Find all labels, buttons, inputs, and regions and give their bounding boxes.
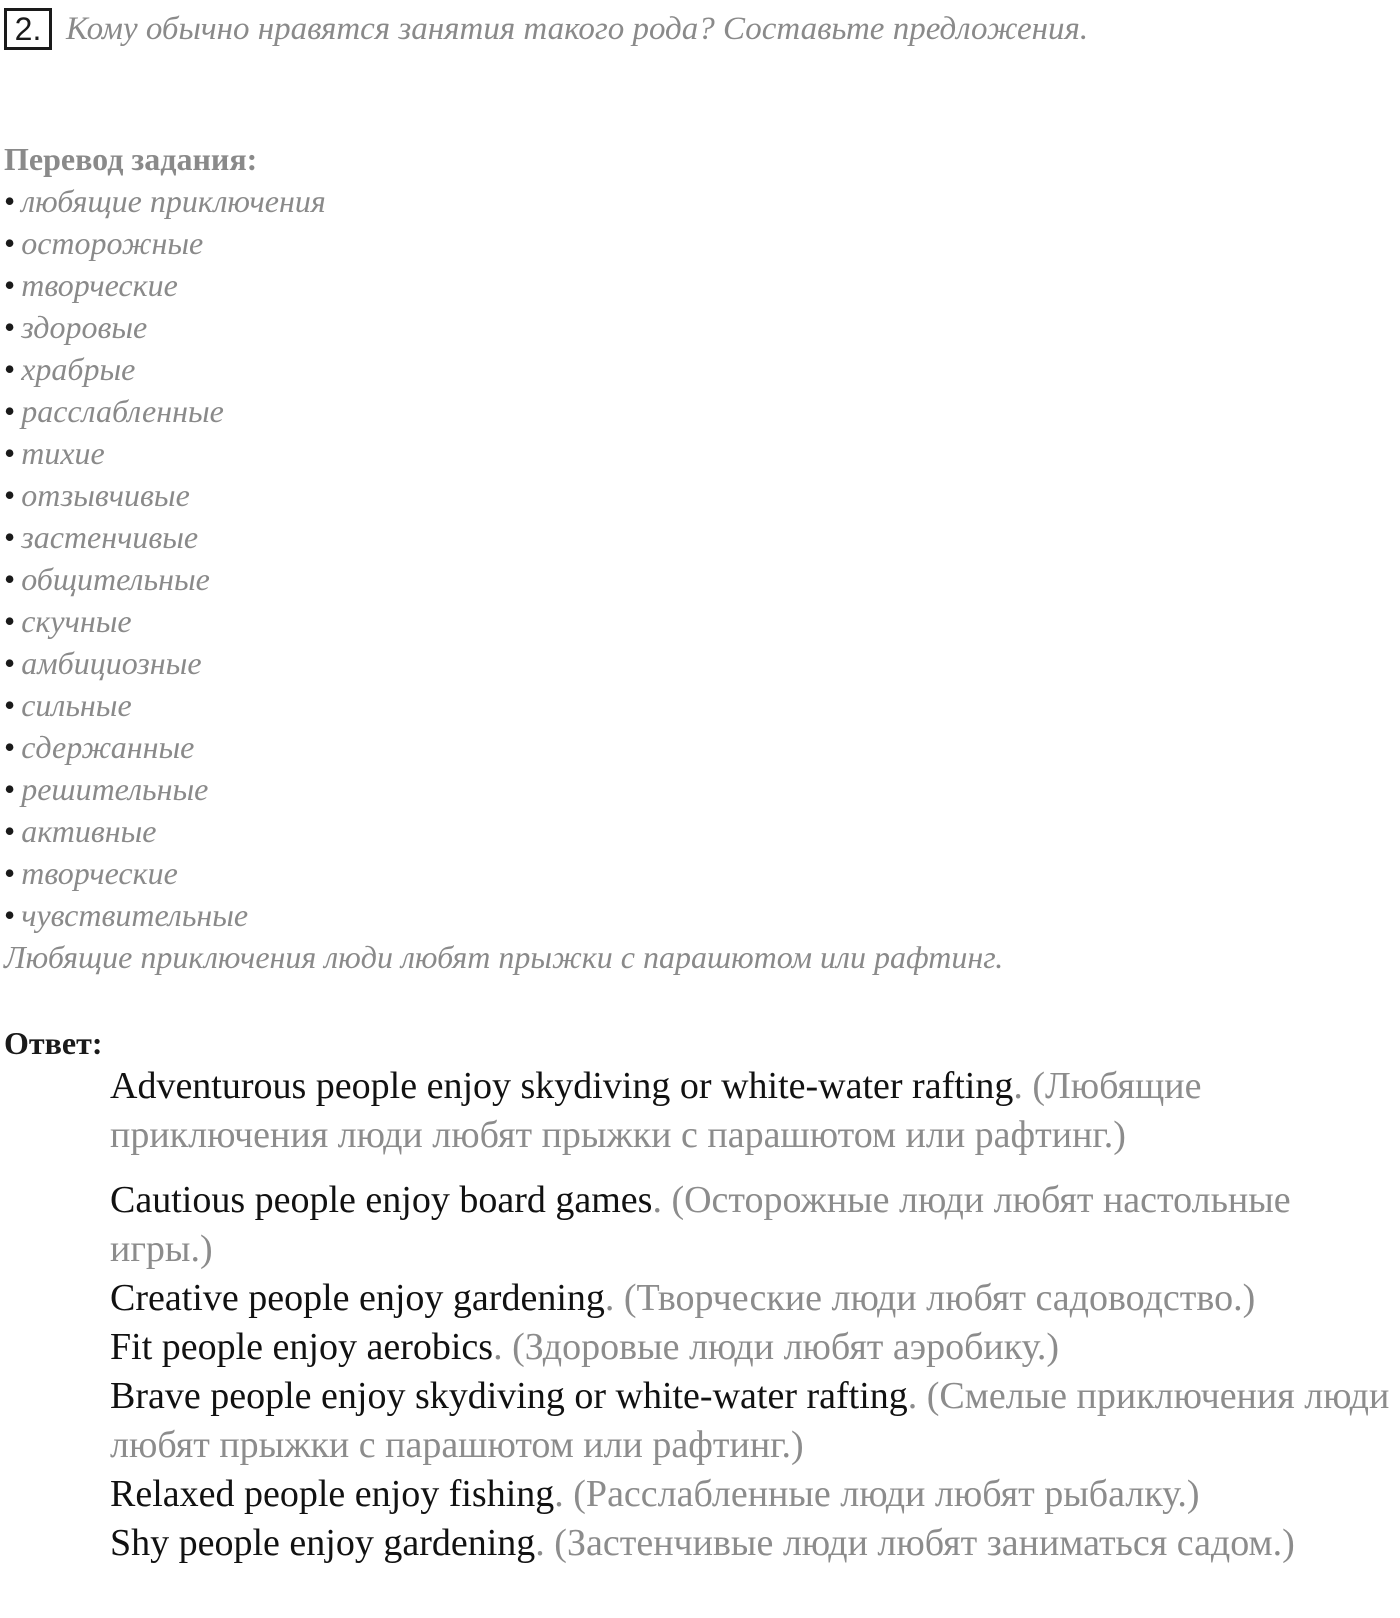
- list-item: • здоровые: [4, 309, 148, 345]
- bullet-icon: •: [4, 771, 16, 807]
- list-item: • сдержанные: [4, 729, 195, 765]
- answer-english: Creative people enjoy gardening: [110, 1277, 605, 1319]
- answer-english: Brave people enjoy skydiving or white-water rafting: [110, 1375, 908, 1417]
- list-item: • творческие: [4, 855, 178, 891]
- task-header: [4, 8, 1088, 50]
- bullet-icon: •: [4, 855, 16, 891]
- answer-english: Shy people enjoy gardening: [110, 1522, 536, 1564]
- list-item: • осторожные: [4, 225, 204, 261]
- bullet-icon: •: [4, 897, 16, 933]
- answer-russian: . (Любящие приключения люди любят прыжки с парашютом или рафтинг.): [110, 1065, 1202, 1156]
- list-item: • отзывчивые: [4, 477, 190, 513]
- answer-russian: . (Осторожные люди любят настольные игры.): [110, 1179, 1291, 1270]
- list-item: • расслабленные: [4, 393, 224, 429]
- list-item: • скучные: [4, 603, 132, 639]
- task-instruction: Кому обычно нравятся занятия такого рода? Составьте предложения.: [66, 10, 1089, 47]
- list-item: • общительные: [4, 561, 210, 597]
- bullet-icon: •: [4, 561, 16, 597]
- answer-russian: . (Творческие люди любят садоводство.): [604, 1277, 1256, 1319]
- answer-sentence: [110, 1062, 1395, 1160]
- task-number-badge: 2.: [4, 8, 52, 50]
- answer-russian: . (Смелые приключения люди любят прыжки с парашютом или рафтинг.): [110, 1375, 1390, 1466]
- list-item: • творческие: [4, 267, 178, 303]
- bullet-icon: •: [4, 519, 16, 555]
- answer-russian: . (Здоровые люди любят аэробику.): [493, 1326, 1060, 1368]
- list-item: • активные: [4, 813, 157, 849]
- list-item: • храбрые: [4, 351, 136, 387]
- list-item: • решительные: [4, 771, 209, 807]
- bullet-icon: •: [4, 225, 16, 261]
- bullet-icon: •: [4, 267, 16, 303]
- answer-english: Cautious people enjoy board games: [110, 1179, 653, 1221]
- bullet-icon: •: [4, 309, 16, 345]
- bullet-icon: •: [4, 351, 16, 387]
- bullet-icon: •: [4, 603, 16, 639]
- bullet-icon: •: [4, 687, 16, 723]
- answer-sentence: [110, 1274, 1395, 1323]
- bullet-icon: •: [4, 729, 16, 765]
- bullet-icon: •: [4, 183, 16, 219]
- list-item: • застенчивые: [4, 519, 199, 555]
- answer-english: Fit people enjoy aerobics: [110, 1326, 494, 1368]
- list-item: • любящие приключения: [4, 183, 326, 219]
- bullet-icon: •: [4, 435, 16, 471]
- answer-sentence: [110, 1519, 1395, 1568]
- list-item: • амбициозные: [4, 645, 202, 681]
- list-item: • тихие: [4, 435, 105, 471]
- answer-english: Adventurous people enjoy skydiving or white-water rafting: [110, 1065, 1014, 1107]
- answer-sentence: [110, 1176, 1395, 1274]
- answer-title: Ответ:: [4, 1025, 103, 1061]
- translation-title: Перевод задания:: [4, 141, 258, 177]
- answer-russian: . (Расслабленные люди любят рыбалку.): [554, 1473, 1200, 1515]
- example-sentence: Любящие приключения люди любят прыжки с парашютом или рафтинг.: [4, 939, 1004, 975]
- answer-sentence: [110, 1323, 1395, 1372]
- bullet-icon: •: [4, 477, 16, 513]
- answer-list: [110, 1062, 1395, 1568]
- answer-sentence: [110, 1470, 1395, 1519]
- answer-english: Relaxed people enjoy fishing: [110, 1473, 555, 1515]
- translation-section: [4, 138, 1394, 978]
- bullet-icon: •: [4, 393, 16, 429]
- bullet-icon: •: [4, 645, 16, 681]
- list-item: • чувствительные: [4, 897, 249, 933]
- bullet-icon: •: [4, 813, 16, 849]
- answer-russian: . (Застенчивые люди любят заниматься садом.): [535, 1522, 1295, 1564]
- answer-sentence: [110, 1372, 1395, 1470]
- list-item: • сильные: [4, 687, 132, 723]
- translation-word-list: [4, 180, 1394, 936]
